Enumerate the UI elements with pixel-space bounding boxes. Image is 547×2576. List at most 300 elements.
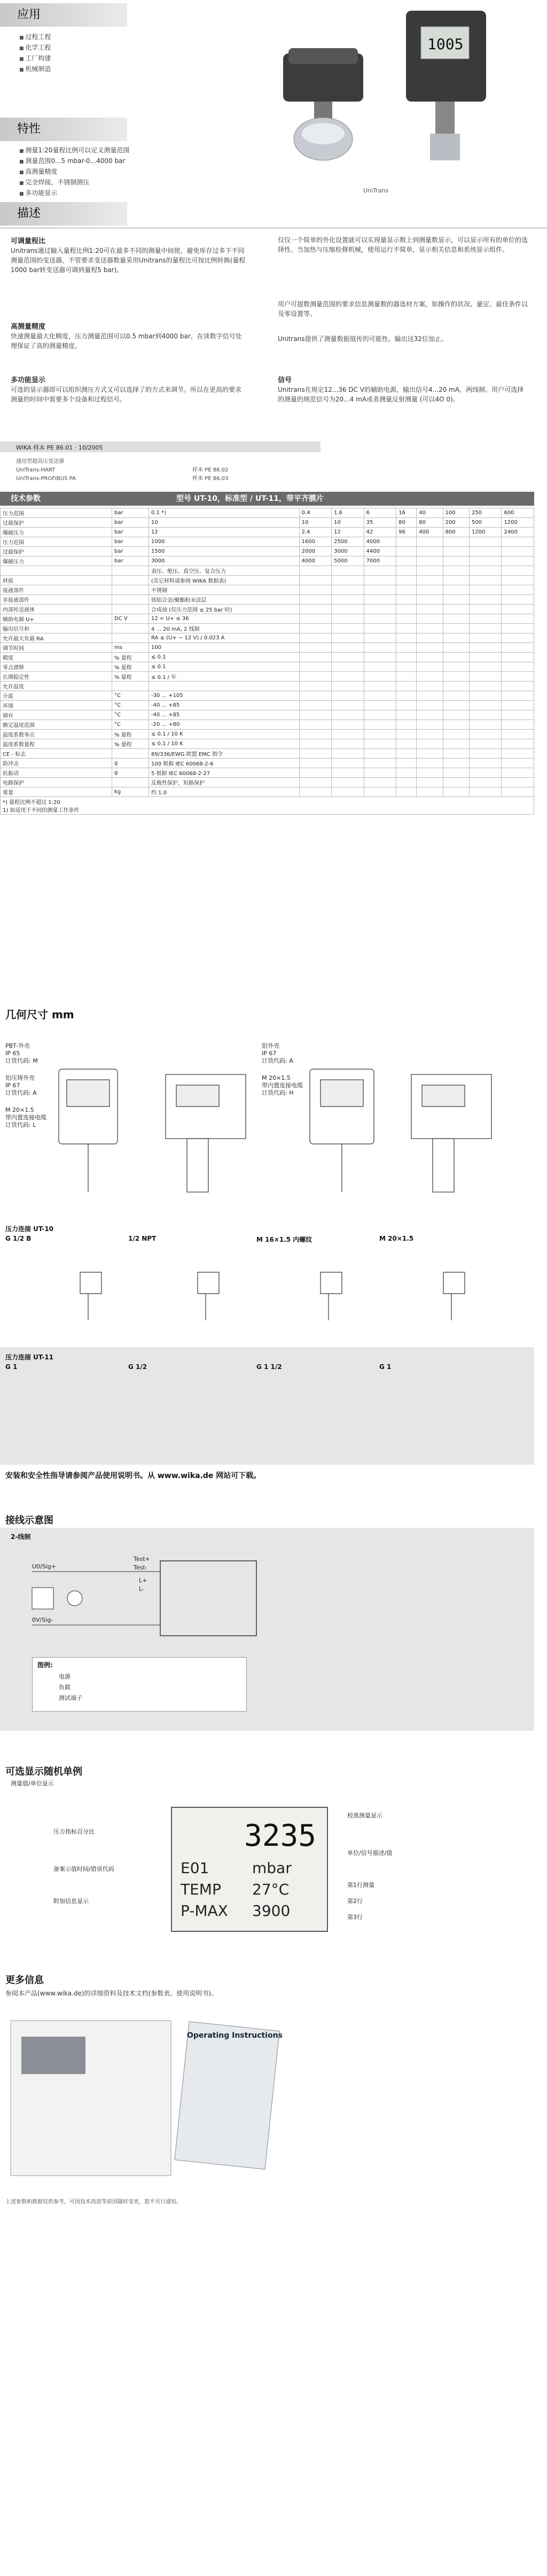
table-cell: [443, 595, 469, 605]
table-cell: [417, 768, 443, 778]
table-cell: 输出信号和: [1, 624, 112, 633]
table-cell: [469, 739, 502, 749]
table-cell: 10: [149, 518, 300, 528]
install-note: 安装和安全性指导请参阅产品使用说明书。从 www.wika.de 网站可下载。: [5, 1472, 261, 1480]
table-cell: kg: [112, 787, 149, 797]
features-header: [0, 118, 127, 141]
table-cell: [364, 682, 396, 691]
related-sheet-name: 通用型超高压变送器: [16, 459, 64, 465]
table-cell: [299, 672, 332, 682]
table-cell: [332, 566, 364, 576]
table-cell: [299, 605, 332, 614]
table-cell: [443, 730, 469, 739]
table-cell: [364, 691, 396, 701]
table-cell: bar: [112, 518, 149, 528]
table-cell: [364, 653, 396, 662]
table-cell: [364, 566, 396, 576]
footnote-line: 1) 如适用于不同的测量工作条件: [3, 808, 80, 814]
connection-type: G 1/2 B: [5, 1235, 32, 1242]
table-cell: bar: [112, 556, 149, 566]
table-cell: 环境: [1, 701, 112, 710]
table-cell: [112, 624, 149, 633]
list-item: ■ 机械制造: [19, 64, 51, 75]
table-cell: [502, 624, 534, 633]
table-cell: [502, 691, 534, 701]
table-cell: 2.4: [299, 528, 332, 537]
table-cell: % 量程: [112, 739, 149, 749]
table-cell: [112, 595, 149, 605]
table-cell: 零点漂移: [1, 662, 112, 672]
display-annotation: 第2行: [347, 1898, 363, 1905]
table-cell: 12: [149, 528, 300, 537]
features-list: [19, 145, 129, 199]
table-cell: [299, 739, 332, 749]
table-cell: 材质: [1, 576, 112, 585]
table-cell: [443, 720, 469, 730]
table-cell: [502, 576, 534, 585]
table-cell: 1000: [149, 537, 300, 547]
table-cell: 100 根据 IEC 60068-2-6: [149, 759, 300, 768]
table-row: [1, 643, 534, 653]
table-cell: [469, 682, 502, 691]
manual-title: Operating Instructions: [187, 2031, 283, 2040]
table-cell: [396, 614, 417, 624]
table-cell: [417, 605, 443, 614]
housing-label: [5, 1042, 38, 1065]
table-cell: [364, 585, 396, 595]
section-text: 仅仅一个简单的外化设置就可以实现量显示数上到测量数显示，可以显示所有的单位的选择性。当加热与压缩检修机械，使用运行不简单，显示相关信息和系统显示组件。: [278, 236, 528, 253]
table-row: [1, 653, 534, 662]
table-cell: [299, 662, 332, 672]
label-line: 铝压铸外壳: [5, 1074, 35, 1081]
table-cell: [443, 614, 469, 624]
display-line-code: P-MAX: [181, 1902, 228, 1920]
table-cell: ≤ 0.1: [149, 662, 300, 672]
table-cell: [299, 614, 332, 624]
spec-header: [0, 492, 534, 506]
table-cell: [299, 778, 332, 787]
transmitter-right: [406, 11, 486, 160]
table-cell: [299, 633, 332, 643]
table-cell: [469, 672, 502, 682]
table-row: [1, 701, 534, 710]
related-sheets: [16, 458, 76, 483]
section-text: 可选的显示器即可以组织测压方式又可以选择了的方式来调节。所以在更高的要求测量的时间中需要多个设备和过程信号。: [11, 386, 242, 403]
table-cell: [417, 720, 443, 730]
table-cell: [396, 547, 417, 556]
related-sheet-refs: [192, 466, 228, 483]
table-cell: [443, 739, 469, 749]
table-cell: [417, 585, 443, 595]
display-title: 可选显示随机单例: [5, 1766, 82, 1777]
table-cell: [299, 624, 332, 633]
spec-table: [0, 508, 534, 815]
table-cell: [469, 614, 502, 624]
table-cell: 允许最大负载 RA: [1, 633, 112, 643]
table-cell: [299, 643, 332, 653]
more-info-title: 更多信息: [5, 1975, 44, 1986]
table-row: [1, 730, 534, 739]
table-cell: 80: [417, 518, 443, 528]
table-cell: 5000: [332, 556, 364, 566]
table-cell: [299, 768, 332, 778]
table-cell: 100: [149, 643, 300, 653]
table-cell: [396, 672, 417, 682]
table-cell: [396, 633, 417, 643]
table-row: [1, 710, 534, 720]
table-cell: [502, 749, 534, 759]
table-cell: [443, 624, 469, 633]
footnote: 上述参数和数据仅供参考，可因技术改进等原因随时变更，恕不另行通知。: [5, 2199, 182, 2205]
table-cell: [417, 556, 443, 566]
table-cell: 温度系数量程: [1, 739, 112, 749]
table-cell: 表压、绝压、真空压、复合压力: [149, 566, 300, 576]
display-annotation: 单位/信号描述/值: [347, 1850, 393, 1856]
table-cell: [502, 643, 534, 653]
connection-section-label: 压力连接 UT-10: [5, 1225, 54, 1233]
table-cell: [417, 749, 443, 759]
table-cell: 12 < U+ ≤ 36: [149, 614, 300, 624]
table-cell: [364, 749, 396, 759]
table-cell: 2400: [502, 528, 534, 537]
wiring-subtitle: 2-线制: [11, 1533, 31, 1541]
section-text: 用户可提数测量范围的要求信息测量数的器选材方案，如操作的状况、量定、最佳条件以及零设置等。: [278, 300, 528, 318]
table-cell: [112, 566, 149, 576]
display-line-code: E01: [181, 1859, 209, 1877]
table-cell: [396, 576, 417, 585]
table-cell: [396, 768, 417, 778]
table-cell: [364, 662, 396, 672]
table-cell: [396, 556, 417, 566]
table-cell: [417, 739, 443, 749]
table-cell: °C: [112, 691, 149, 701]
table-cell: [502, 537, 534, 547]
related-sheet-name: UniTrans-PROFIBUS PA: [16, 476, 76, 482]
table-cell: [364, 701, 396, 710]
table-cell: [469, 749, 502, 759]
table-cell: 80: [396, 518, 417, 528]
table-cell: [364, 643, 396, 653]
table-cell: [364, 730, 396, 739]
table-cell: °C: [112, 720, 149, 730]
display-line-value: 3900: [252, 1902, 291, 1920]
table-cell: [469, 778, 502, 787]
table-cell: [332, 614, 364, 624]
label-line: 订货代码: A: [262, 1057, 293, 1064]
table-row: [1, 508, 534, 518]
table-cell: [332, 682, 364, 691]
table-cell: ≤ 0.1 / 年: [149, 672, 300, 682]
table-cell: [469, 759, 502, 768]
table-cell: [502, 653, 534, 662]
table-cell: [469, 730, 502, 739]
label-line: IP 67: [5, 1082, 20, 1089]
applications-title: 应用: [17, 8, 41, 21]
section-heading: 多功能显示: [11, 376, 46, 384]
table-cell: [332, 739, 364, 749]
table-cell: [417, 624, 443, 633]
table-cell: [396, 662, 417, 672]
table-row: [1, 566, 534, 576]
table-cell: [332, 710, 364, 720]
table-cell: [417, 643, 443, 653]
connection-type: 1/2 NPT: [128, 1235, 157, 1242]
table-cell: 4 ... 20 mA, 2 线制: [149, 624, 300, 633]
connection-section-label: 压力连接 UT-11: [5, 1353, 54, 1361]
table-cell: 允许温度: [1, 682, 112, 691]
table-cell: [364, 787, 396, 797]
table-cell: 过载保护: [1, 547, 112, 556]
table-row: [1, 576, 534, 585]
table-cell: [332, 768, 364, 778]
footnote-line: *) 量程比例不超过 1:20: [3, 800, 60, 806]
table-row: [1, 662, 534, 672]
table-cell: [332, 643, 364, 653]
table-cell: [332, 720, 364, 730]
table-row: [1, 778, 534, 787]
table-cell: [502, 547, 534, 556]
table-cell: [502, 759, 534, 768]
svg-text:1005: 1005: [427, 35, 464, 53]
table-cell: [443, 547, 469, 556]
table-cell: ≤ 0.1: [149, 653, 300, 662]
list-item: ■ 测量1:20量程比例可以定义测量范围: [19, 145, 129, 156]
table-cell: [396, 624, 417, 633]
table-row: [1, 739, 534, 749]
table-cell: [443, 662, 469, 672]
applications-header: [0, 3, 127, 27]
table-cell: [396, 787, 417, 797]
table-row: [1, 672, 534, 682]
label-line: 铝外壳: [262, 1042, 279, 1049]
table-cell: [469, 662, 502, 672]
table-cell: 精度: [1, 653, 112, 662]
table-cell: [502, 720, 534, 730]
display-line-value: 27°C: [252, 1881, 290, 1898]
table-cell: 4400: [364, 547, 396, 556]
table-cell: 600: [502, 508, 534, 518]
table-cell: [332, 595, 364, 605]
section-text: 快速测量最大化精度，压力测量范围可以0.5 mbar到4000 bar，在读数字信号处理保证了高的测量精度。: [11, 332, 242, 350]
product-caption: UniTrans: [363, 187, 389, 194]
wiring-title: 接线示意图: [5, 1515, 53, 1526]
table-cell: [502, 595, 534, 605]
table-cell: [149, 682, 300, 691]
label-line: M 20×1.5: [262, 1074, 291, 1081]
features-title: 特性: [17, 122, 41, 136]
table-cell: [396, 759, 417, 768]
dimensions-title: 几何尺寸 mm: [5, 1008, 74, 1021]
connection-type: M 16×1.5 内螺纹: [256, 1236, 312, 1243]
table-cell: 合成油 (仅压力范围 ≤ 25 bar 时): [149, 605, 300, 614]
table-cell: [443, 682, 469, 691]
table-cell: [469, 768, 502, 778]
table-cell: [502, 662, 534, 672]
display-line-value: mbar: [252, 1859, 292, 1877]
table-cell: bar: [112, 508, 149, 518]
table-cell: [417, 691, 443, 701]
table-cell: [364, 710, 396, 720]
related-sheet-ref: 样本 PE 86.03: [192, 476, 229, 482]
table-cell: 过载保护: [1, 518, 112, 528]
wire-label: 0V/Sig-: [32, 1616, 53, 1623]
table-cell: [443, 653, 469, 662]
table-cell: 0.1 *): [149, 508, 300, 518]
display-subtitle: 测量值/单位显示: [11, 1780, 54, 1787]
table-cell: [299, 585, 332, 595]
table-cell: [364, 720, 396, 730]
table-cell: [299, 682, 332, 691]
table-row: [1, 556, 534, 566]
display-annotation: 压力指标百分比: [53, 1828, 95, 1835]
table-cell: [112, 576, 149, 585]
table-cell: [417, 730, 443, 739]
table-cell: 100: [443, 508, 469, 518]
table-cell: [469, 691, 502, 701]
table-cell: [417, 653, 443, 662]
section-heading: 可调量程比: [11, 237, 46, 245]
table-cell: -30 ... +105: [149, 691, 300, 701]
table-cell: [443, 643, 469, 653]
table-cell: [502, 768, 534, 778]
table-cell: [332, 759, 364, 768]
display-line-code: TEMP: [181, 1881, 221, 1898]
table-cell: [469, 537, 502, 547]
table-cell: 1600: [299, 537, 332, 547]
table-cell: [299, 730, 332, 739]
table-cell: 2000: [299, 547, 332, 556]
table-cell: [332, 701, 364, 710]
table-cell: [332, 749, 364, 759]
table-cell: [299, 653, 332, 662]
wire-label: U0/Sig+: [32, 1563, 56, 1570]
table-cell: 抗振动: [1, 768, 112, 778]
table-row: [1, 614, 534, 624]
connection-type: M 20×1.5: [379, 1235, 414, 1242]
table-cell: [364, 739, 396, 749]
label-line: IP 67: [262, 1050, 277, 1057]
table-cell: 10: [332, 518, 364, 528]
table-cell: 调节时间: [1, 643, 112, 653]
table-cell: [112, 749, 149, 759]
table-cell: [396, 682, 417, 691]
table-cell: [502, 585, 534, 595]
table-cell: [443, 749, 469, 759]
table-cell: [396, 691, 417, 701]
table-cell: [502, 778, 534, 787]
table-cell: 压力范围: [1, 537, 112, 547]
table-cell: [502, 614, 534, 624]
table-cell: [299, 710, 332, 720]
wire-label: Test-: [134, 1564, 147, 1571]
table-cell: % 量程: [112, 730, 149, 739]
table-cell: [299, 595, 332, 605]
table-cell: [417, 682, 443, 691]
table-cell: [299, 691, 332, 701]
datasheet-ref: WIKA 样本 PE 86.01 · 10/2005: [16, 444, 103, 451]
spec-title: 技术参数: [11, 494, 41, 503]
table-cell: [443, 710, 469, 720]
label-line: 带内置连接电缆: [5, 1114, 46, 1121]
connection-type: G 1: [5, 1363, 18, 1371]
table-cell: ≤ 0.1 / 10 K: [149, 739, 300, 749]
related-sheet-name: UniTrans-HART: [16, 467, 56, 473]
table-cell: [299, 749, 332, 759]
connection-type: G 1: [379, 1363, 392, 1371]
table-cell: [112, 682, 149, 691]
table-cell: 3000: [332, 547, 364, 556]
table-cell: [396, 537, 417, 547]
table-cell: 非接液部件: [1, 595, 112, 605]
table-cell: 96: [396, 528, 417, 537]
section-heading: 信号: [278, 376, 292, 384]
table-cell: [417, 633, 443, 643]
table-row: [1, 595, 534, 605]
display-annotation: 校准测量显示: [347, 1812, 382, 1819]
table-cell: 5 根据 IEC 60068-2-27: [149, 768, 300, 778]
table-cell: [332, 653, 364, 662]
table-cell: 16: [396, 508, 417, 518]
table-cell: [332, 633, 364, 643]
table-cell: ms: [112, 643, 149, 653]
table-cell: 500: [469, 518, 502, 528]
legend-item: 负载: [59, 1684, 71, 1691]
display-annotation: 备案示值时间/错误代码: [53, 1866, 114, 1873]
table-cell: [396, 720, 417, 730]
table-cell: 额定温度范围: [1, 720, 112, 730]
table-cell: 1.6: [332, 508, 364, 518]
table-cell: [364, 624, 396, 633]
table-cell: % 量程: [112, 662, 149, 672]
table-cell: [443, 605, 469, 614]
list-item: ■ 过程工程: [19, 32, 51, 43]
table-cell: 250: [469, 508, 502, 518]
table-cell: (其它材料请参阅 WIKA 数据表): [149, 576, 300, 585]
table-cell: [469, 653, 502, 662]
table-cell: °C: [112, 701, 149, 710]
table-row: [1, 797, 534, 815]
table-cell: 800: [443, 528, 469, 537]
table-cell: [299, 701, 332, 710]
table-cell: [502, 730, 534, 739]
table-cell: 爆破压力: [1, 528, 112, 537]
table-cell: [469, 710, 502, 720]
table-cell: RA ≤ (U+ − 12 V) / 0.023 A: [149, 633, 300, 643]
table-cell: [332, 672, 364, 682]
label-line: 订货代码: H: [262, 1089, 294, 1096]
table-row: [1, 547, 534, 556]
table-cell: [112, 585, 149, 595]
table-cell: 约 1.0: [149, 787, 300, 797]
table-cell: [396, 778, 417, 787]
label-line: 带内置连接电缆: [262, 1082, 303, 1089]
table-cell: 爆破压力: [1, 556, 112, 566]
table-cell: [112, 633, 149, 643]
table-cell: 3000: [149, 556, 300, 566]
table-cell: [469, 605, 502, 614]
transmitter-left: [283, 48, 363, 160]
display-main-value: 3235: [244, 1819, 316, 1853]
display-annotation: 第3行: [347, 1914, 363, 1921]
table-cell: 内部传送液体: [1, 605, 112, 614]
table-cell: [502, 682, 534, 691]
table-cell: [396, 749, 417, 759]
table-cell: bar: [112, 547, 149, 556]
housing-label: [262, 1042, 293, 1065]
table-cell: 1500: [149, 547, 300, 556]
table-cell: [417, 787, 443, 797]
table-cell: [396, 595, 417, 605]
